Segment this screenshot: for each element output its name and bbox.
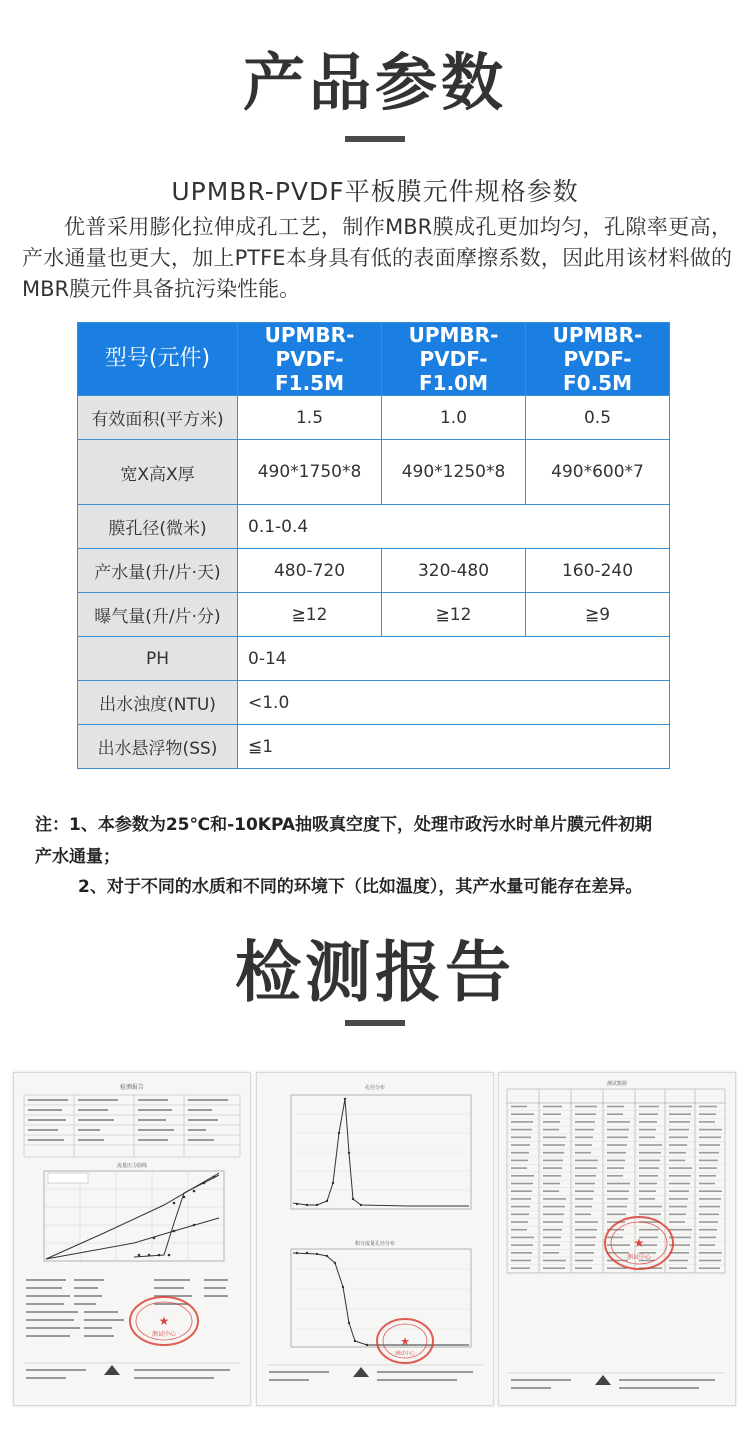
row-ph	[78, 637, 670, 681]
header-model: 型号(元件)	[78, 323, 238, 396]
row-value: 0-14	[238, 637, 670, 681]
note-1: 注：1、本参数为25℃和-10KPA抽吸真空度下，处理市政污水时单片膜元件初期	[35, 815, 653, 835]
row-label: 产水量(升/片·天)	[78, 549, 238, 593]
report-page-1	[13, 1072, 251, 1406]
row-label: 宽X高X厚	[78, 440, 238, 505]
svg-text:测试中心: 测试中心	[626, 1254, 652, 1261]
header-f15: UPMBR-PVDF-F1.5M	[238, 323, 382, 396]
row-label: 膜孔径(微米)	[78, 505, 238, 549]
row-value: 490*1750*8	[238, 440, 382, 505]
row-value: 0.5	[526, 396, 670, 440]
row-value: 1.5	[238, 396, 382, 440]
row-value: ≧12	[382, 593, 526, 637]
logo-icon	[595, 1375, 611, 1385]
spec-header-row	[78, 323, 670, 396]
row-area	[78, 396, 670, 440]
stamp-icon	[377, 1319, 433, 1363]
intro-paragraph: 优普采用膨化拉伸成孔工艺，制作MBR膜成孔更加均匀，孔隙率更高，产水通量也更大，加上PTFE本身具有低的表面摩擦系数，因此用该材料做的MBR膜元件具备抗污染性能。	[22, 215, 732, 301]
report-page-2	[256, 1072, 494, 1406]
chart-heading: 积分流量孔径分布	[354, 1241, 396, 1247]
row-label: 出水悬浮物(SS)	[78, 725, 238, 769]
section-title-parameters: 产品参数	[242, 46, 507, 119]
row-label: 出水浊度(NTU)	[78, 681, 238, 725]
row-value: <1.0	[238, 681, 670, 725]
note-2: 2、对于不同的水质和不同的环境下（比如温度），其产水量可能存在差异。	[78, 877, 643, 897]
svg-text:测试中心: 测试中心	[151, 1331, 177, 1338]
report-page-3	[498, 1072, 736, 1406]
row-label: 曝气量(升/片·分)	[78, 593, 238, 637]
row-value: 490*1250*8	[382, 440, 526, 505]
row-aeration	[78, 593, 670, 637]
title-underline	[345, 136, 405, 142]
row-label: 有效面积(平方米)	[78, 396, 238, 440]
row-suspended-solids	[78, 725, 670, 769]
row-value: 0.1-0.4	[238, 505, 670, 549]
header-f10: UPMBR-PVDF-F1.0M	[382, 323, 526, 396]
row-turbidity	[78, 681, 670, 725]
header-f05: UPMBR-PVDF-F0.5M	[526, 323, 670, 396]
report-heading: 测试数据	[606, 1081, 628, 1087]
row-value: 480-720	[238, 549, 382, 593]
row-value: ≧12	[238, 593, 382, 637]
title-underline	[345, 1020, 405, 1026]
chart-heading: 流量压力曲线	[116, 1163, 148, 1169]
row-value: ≦1	[238, 725, 670, 769]
logo-icon	[104, 1365, 120, 1375]
row-value: 320-480	[382, 549, 526, 593]
note-1-continued: 产水通量；	[35, 847, 120, 867]
report-heading: 孔径分布	[364, 1085, 386, 1091]
row-value: 1.0	[382, 396, 526, 440]
row-dimensions	[78, 440, 670, 505]
svg-text:★: ★	[633, 1236, 645, 1250]
section-title-reports: 检测报告	[235, 934, 515, 1011]
logo-icon	[353, 1367, 369, 1377]
svg-text:★: ★	[158, 1314, 170, 1328]
row-label: PH	[78, 637, 238, 681]
spec-table	[77, 322, 670, 769]
row-value: ≧9	[526, 593, 670, 637]
svg-text:测试中心: 测试中心	[394, 1351, 416, 1357]
row-value: 490*600*7	[526, 440, 670, 505]
row-pore-size	[78, 505, 670, 549]
spec-subtitle: UPMBR-PVDF平板膜元件规格参数	[171, 177, 579, 206]
row-value: 160-240	[526, 549, 670, 593]
report-heading: 检测报告	[119, 1084, 145, 1091]
svg-text:★: ★	[400, 1335, 410, 1348]
row-water-output	[78, 549, 670, 593]
